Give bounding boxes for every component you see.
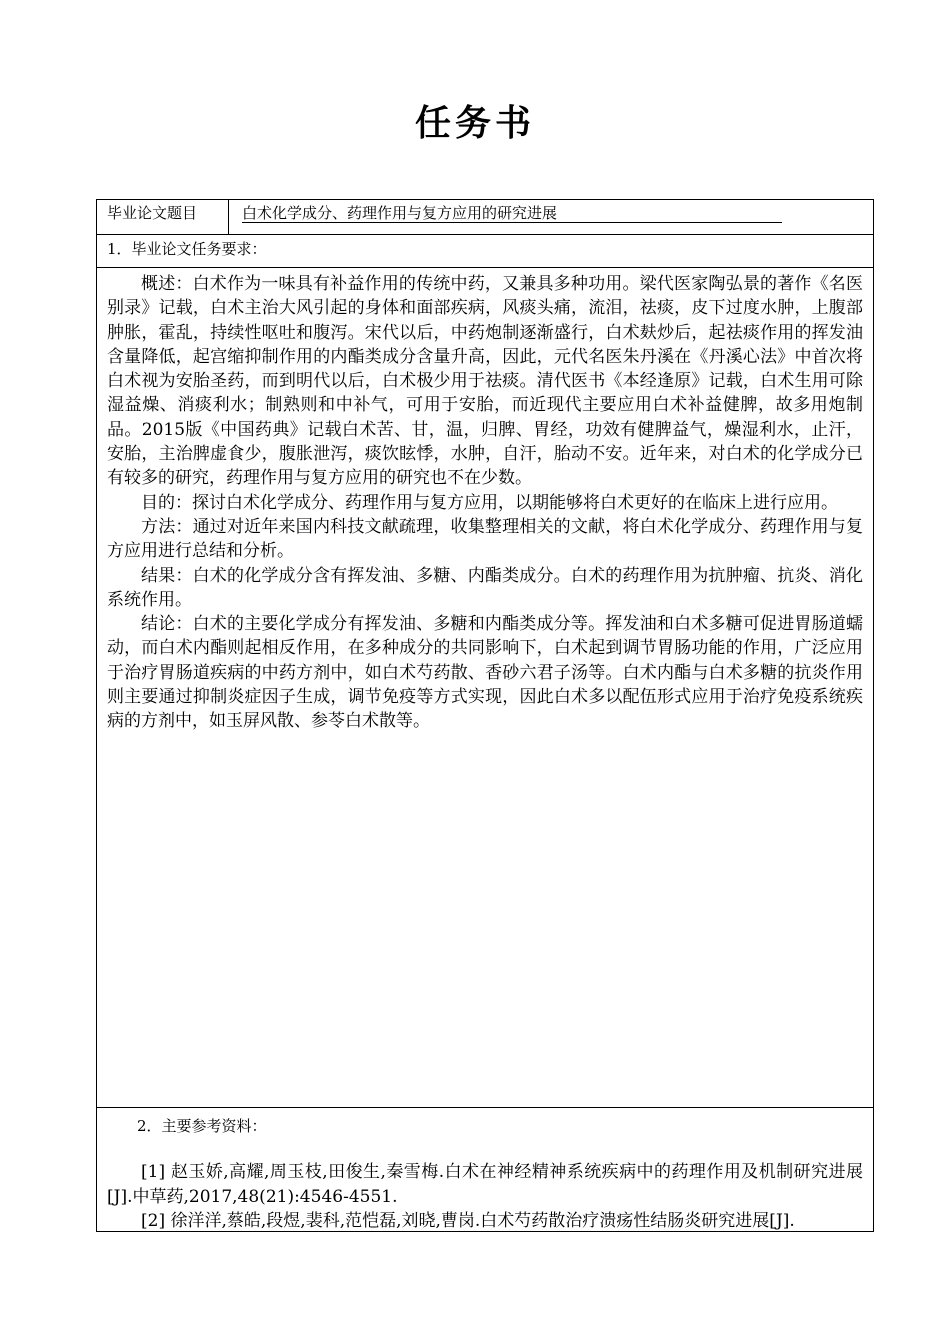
- overview-paragraph: 概述：白术作为一味具有补益作用的传统中药，又兼具多种功用。梁代医家陶弘景的著作《名医别录》记载，白术主治大风引起的身体和面部疾病，风痰头痛，流泪，祛痰，皮下过度水肿，上腹部肿胀，霍乱，持续性呕吐和腹泻。宋代以后，中药炮制逐渐盛行，白术麸炒后，起祛痰作用的挥发油含量降低，起宫缩抑制作用的内酯类成分含量升高，因此，元代名医朱丹溪在《丹溪心法》中首次将白术视为安胎圣药，而到明代以后，白术极少用于祛痰。清代医书《本经逢原》记载，白术生用可除湿益燥、消痰利水；制熟则和中补气，可用于安胎，而近现代主要应用白术补益健脾，故多用炮制品。2015版《中国药典》记载白术苦、甘，温，归脾、胃经，功效有健脾益气，燥湿利水，止汗，安胎，主治脾虚食少，腹胀泄泻，痰饮眩悸，水肿，自汗，胎动不安。近年来，对白术的化学成分已有较多的研究，药理作用与复方应用的研究也不在少数。: [107, 274, 863, 489]
- thesis-title-row: [97, 200, 873, 235]
- reference-item: [1] 赵玉娇,高耀,周玉枝,田俊生,秦雪梅.白术在神经精神系统疾病中的药理作用及机制研究进展[J].中草药,2017,48(21):4546-4551.: [107, 1162, 863, 1207]
- thesis-title-value: 白术化学成分、药理作用与复方应用的研究进展: [242, 204, 782, 223]
- reference-item: [2] 徐洋洋,蔡皓,段煜,裴科,范恺磊,刘晓,曹岗.白术芍药散治疗溃疡性结肠炎研究进展[J].: [141, 1211, 795, 1231]
- conclusion-paragraph: 结论：白术的主要化学成分有挥发油、多糖和内酯类成分等。挥发油和白术多糖可促进胃肠道蠕动，而白术内酯则起相反作用，在多种成分的共同影响下，白术起到调节胃肠功能的作用，广泛应用于治疗胃肠道疾病的中药方剂中，如白术芍药散、香砂六君子汤等。白术内酯与白术多糖的抗炎作用则主要通过抑制炎症因子生成，调节免疫等方式实现，因此白术多以配伍形式应用于治疗免疫系统疾病的方剂中，如玉屏风散、参苓白术散等。: [107, 614, 863, 732]
- task-requirements-body: [97, 268, 873, 1108]
- section2-heading: 2．主要参考资料：: [137, 1117, 267, 1135]
- references-section: [97, 1108, 873, 1231]
- results-paragraph: 结果：白术的化学成分含有挥发油、多糖、内酯类成分。白术的药理作用为抗肿瘤、抗炎、消化系统作用。: [107, 565, 863, 610]
- section1-heading: 1．毕业论文任务要求：: [97, 235, 873, 268]
- task-table: [96, 199, 874, 1232]
- purpose-paragraph: 目的：探讨白术化学成分、药理作用与复方应用，以期能够将白术更好的在临床上进行应用。: [141, 492, 838, 513]
- thesis-title-label: 毕业论文题目: [97, 200, 229, 234]
- page-title: 任务书: [414, 103, 535, 144]
- method-paragraph: 方法：通过对近年来国内科技文献疏理，收集整理相关的文献，将白术化学成分、药理作用与复方应用进行总结和分析。: [107, 516, 863, 562]
